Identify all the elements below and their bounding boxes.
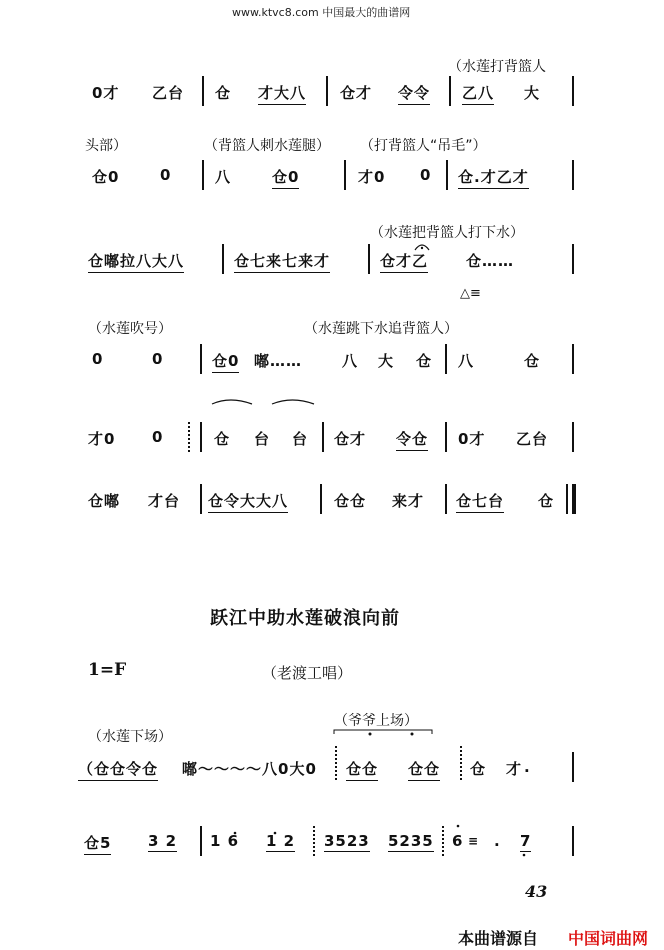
bar-line — [200, 826, 202, 856]
stage-direction: （水莲打背篮人 — [448, 59, 546, 75]
score-cell: 大 — [378, 352, 395, 370]
score-cell: 才0 — [88, 430, 116, 448]
dotted-bar-line — [188, 422, 190, 452]
stage-direction: （水莲跳下水追背篮人） — [304, 321, 458, 337]
bar-line — [572, 76, 574, 106]
bar-line — [200, 422, 202, 452]
score-cell: 仓才乙 — [380, 250, 428, 273]
dotted-bar-line — [442, 826, 444, 856]
score-cell: 令仓 — [396, 428, 428, 451]
slur-mark — [212, 400, 252, 404]
score-cell: 仓 — [538, 492, 555, 510]
stage-direction: （水莲把背篮人打下水） — [370, 225, 524, 241]
score-cell: 仓嘟拉八大八 — [88, 250, 184, 273]
bar-line — [222, 244, 224, 274]
dot-mark — [523, 854, 526, 857]
score-cell: 台 — [292, 430, 309, 448]
bar-line — [566, 484, 568, 514]
score-cell: 仓0 — [272, 166, 299, 189]
score-cell: 仓 — [214, 430, 231, 448]
score-cell: . — [524, 758, 531, 776]
score-cell: 仓 — [524, 352, 541, 370]
score-cell: 仓 — [215, 84, 232, 102]
score-cell: 仓七台 — [456, 490, 504, 513]
score-cell: 乙台 — [516, 430, 549, 448]
bar-line — [572, 244, 574, 274]
score-cell: 乙八 — [462, 82, 494, 105]
score-cell: 0 — [160, 166, 172, 184]
score-cell: 5235 — [388, 832, 434, 850]
score-cell: 大 — [524, 84, 541, 102]
score-cell: 6 — [452, 832, 464, 850]
score-cell: 仓嘟 — [88, 492, 121, 510]
score-cell: ≡ — [468, 834, 480, 848]
stage-direction: （水莲下场） — [88, 729, 172, 745]
score-cell: 0 — [92, 350, 104, 368]
score-cell: 仓七来七来才 — [234, 250, 330, 273]
footer-source-text: 本曲谱源自 — [458, 929, 539, 948]
score-cell: 0才 — [92, 84, 120, 102]
score-cell: 令令 — [398, 82, 430, 105]
score-cell: 来才 — [392, 492, 425, 510]
stage-direction: （爷爷上场） — [334, 713, 418, 729]
bracket-mark — [334, 730, 432, 734]
final-bar-line — [572, 484, 576, 514]
stage-direction: 头部） — [85, 138, 127, 154]
dot-mark — [369, 733, 372, 736]
slur-mark — [272, 400, 314, 404]
bar-line — [202, 160, 204, 190]
score-cell: 八 — [342, 352, 359, 370]
score-cell: 八 — [458, 352, 475, 370]
bar-line — [200, 344, 202, 374]
score-cell: 1 6 — [210, 832, 240, 850]
page-number: 43 — [525, 882, 548, 901]
score-cell: 仓令大大八 — [208, 490, 288, 513]
bar-line — [445, 344, 447, 374]
bar-line — [446, 160, 448, 190]
stage-direction: （背篮人刺水莲腿） — [204, 138, 330, 154]
bar-line — [572, 752, 574, 782]
score-cell: 才 — [506, 760, 523, 778]
key-signature: 1=F — [88, 660, 127, 680]
score-cell: 3523 — [324, 832, 370, 850]
score-cell: 仓才 — [334, 430, 367, 448]
score-cell: 才0 — [358, 168, 386, 186]
bar-line — [445, 422, 447, 452]
dotted-bar-line — [313, 826, 315, 856]
score-cell: 仓仓 — [408, 758, 440, 781]
bar-line — [449, 76, 451, 106]
score-cell: 7 — [520, 832, 532, 850]
singer-note: （老渡工唱） — [262, 664, 353, 682]
dot-mark — [457, 825, 460, 828]
bar-line — [344, 160, 346, 190]
bar-line — [572, 422, 574, 452]
score-cell: 仓.才乙才 — [458, 166, 529, 189]
score-cell: （仓仓令仓 — [78, 758, 158, 781]
score-cell: 仓仓 — [346, 758, 378, 781]
score-cell: 乙台 — [152, 84, 185, 102]
bar-line — [200, 484, 202, 514]
dotted-bar-line — [335, 746, 337, 780]
dot-mark — [411, 733, 414, 736]
bar-line — [368, 244, 370, 274]
score-cell: 1 2 — [266, 832, 296, 850]
stage-direction: （打背篮人“吊毛”） — [360, 138, 487, 154]
bar-line — [326, 76, 328, 106]
score-cell: 0 — [152, 350, 164, 368]
score-cell: 嘟～～～～八0大0 — [182, 760, 317, 778]
dotted-bar-line — [460, 746, 462, 780]
dot-mark — [421, 247, 423, 249]
score-cell: 0 — [152, 428, 164, 446]
bar-line — [572, 160, 574, 190]
score-cell: 0 — [420, 166, 432, 184]
score-cell: . — [494, 832, 501, 850]
score-cell: 仓…… — [466, 252, 515, 270]
score-cell: 八 — [215, 168, 232, 186]
bar-line — [572, 344, 574, 374]
score-cell: 仓才 — [340, 84, 373, 102]
bar-line — [322, 422, 324, 452]
song-title: 跃江中助水莲破浪向前 — [210, 608, 400, 629]
score-cell: 仓 — [416, 352, 433, 370]
score-cell: 才大八 — [258, 82, 306, 105]
bar-line — [572, 826, 574, 856]
footer-site-link[interactable]: 中国词曲网 — [568, 929, 649, 948]
score-cell: 嘟…… — [254, 352, 303, 370]
triangle-mark: △≡ — [460, 286, 481, 301]
score-cell: 台 — [254, 430, 271, 448]
bar-line — [445, 484, 447, 514]
score-cell: 仓仓 — [334, 492, 367, 510]
site-header: www.ktvc8.com 中国最大的曲谱网 — [232, 6, 411, 19]
score-cell: 3 2 — [148, 832, 178, 850]
bar-line — [202, 76, 204, 106]
score-cell: 仓 — [470, 760, 487, 778]
score-cell: 仓0 — [212, 350, 239, 373]
score-cell: 才台 — [148, 492, 181, 510]
score-cell: 仓0 — [92, 168, 120, 186]
score-cell: 0才 — [458, 430, 486, 448]
bar-line — [320, 484, 322, 514]
stage-direction: （水莲吹号） — [88, 321, 172, 337]
score-cell: 仓5 — [84, 832, 111, 855]
